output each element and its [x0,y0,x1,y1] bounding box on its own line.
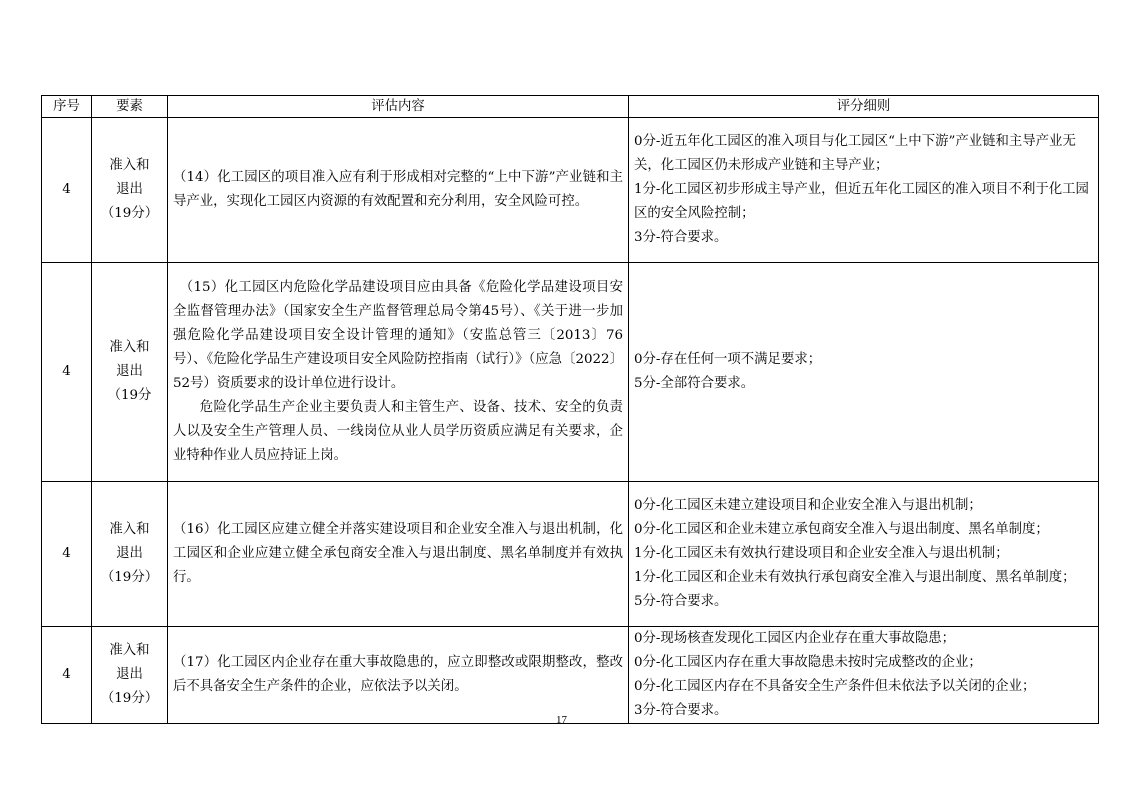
content-cell [168,627,629,724]
rule-line: 1分-化工园区初步形成主导产业，但近五年化工园区的准入项目不利于化工园区的安全风险控制； [634,182,1089,221]
rule-line: 3分-符合要求。 [634,230,728,245]
assessment-table [41,95,1099,724]
rule-line: 1分-化工园区未有效执行建设项目和企业安全准入与退出机制； [634,546,1009,561]
rule-line: 0分-化工园区内存在重大事故隐患未按时完成整改的企业； [634,655,982,670]
content-cell [168,482,629,627]
header-rule: 评分细则 [629,96,1099,118]
rule-line: 0分-存在任何一项不满足要求； [634,352,822,367]
element-line: 退出 [116,667,143,682]
rule-cell [629,627,1099,724]
rule-line: 1分-化工园区和企业未有效执行承包商安全准入与退出制度、黑名单制度； [634,570,1076,585]
table-row [42,263,1099,482]
rule-line: 0分-化工园区内存在不具备安全生产条件但未依法予以关闭的企业； [634,679,1036,694]
rule-line: 5分-全部符合要求。 [634,376,755,391]
rule-line: 5分-符合要求。 [634,594,728,609]
header-content: 评估内容 [168,96,629,118]
element-cell [92,482,168,627]
content-paragraph: （16）化工园区应建立健全并落实建设项目和企业安全准入与退出机制，化工园区和企业应建立健全承包商安全准入与退出制度、黑名单制度并有效执行。 [173,522,623,585]
header-no: 序号 [42,96,92,118]
element-line: （19分） [100,570,159,585]
rule-cell [629,118,1099,263]
element-cell [92,263,168,482]
content-paragraph: 危险化学品生产企业主要负责人和主管生产、设备、技术、安全的负责人以及安全生产管理人员、一线岗位从业人员学历资质应满足有关要求，企业特种作业人员应持证上岗。 [173,400,623,463]
row-number: 4 [42,627,92,724]
element-line: 准入和 [109,522,150,537]
table-row [42,118,1099,263]
rule-line: 0分-近五年化工园区的准入项目与化工园区“上中下游”产业链和主导产业无关，化工园区仍未形成产业链和主导产业； [634,134,1076,173]
element-line: （19分） [100,691,159,706]
element-line: 准入和 [109,643,150,658]
table-header-row [42,96,1099,118]
content-paragraph: （15）化工园区内危险化学品建设项目应由具备《危险化学品建设项目安全监督管理办法》（国家安全生产监督管理总局令第45号）、《关于进一步加强危险化学品建设项目安全设计管理的通知》（安监总管三〔2013〕76号）、《危险化学品生产建设项目安全风险防控指南（试行）》（应急〔2022〕52号）资质要求的设计单位进行设计。 [173,280,623,391]
element-cell [92,627,168,724]
rule-line: 0分-现场核查发现化工园区内企业存在重大事故隐患； [634,631,956,646]
row-number: 4 [42,482,92,627]
element-line: （19分 [107,388,152,403]
row-number: 4 [42,118,92,263]
rule-line: 0分-化工园区未建立建设项目和企业安全准入与退出机制； [634,498,982,513]
rule-line: 3分-符合要求。 [634,703,728,718]
content-paragraph: （17）化工园区内企业存在重大事故隐患的，应立即整改或限期整改，整改后不具备安全生产条件的企业，应依法予以关闭。 [173,655,623,694]
element-line: 准入和 [109,340,150,355]
element-line: 退出 [116,364,143,379]
header-element: 要素 [92,96,168,118]
element-cell [92,118,168,263]
element-line: 退出 [116,182,143,197]
content-cell [168,118,629,263]
rule-line: 0分-化工园区和企业未建立承包商安全准入与退出制度、黑名单制度； [634,522,1049,537]
element-line: （19分） [100,206,159,221]
element-line: 准入和 [109,158,150,173]
row-number: 4 [42,263,92,482]
element-line: 退出 [116,546,143,561]
table-row [42,627,1099,724]
rule-cell [629,482,1099,627]
content-paragraph: （14）化工园区的项目准入应有利于形成相对完整的“上中下游”产业链和主导产业，实现化工园区内资源的有效配置和充分利用，安全风险可控。 [173,170,623,209]
table-row [42,482,1099,627]
rule-cell [629,263,1099,482]
page-number: 17 [556,714,567,726]
content-cell [168,263,629,482]
